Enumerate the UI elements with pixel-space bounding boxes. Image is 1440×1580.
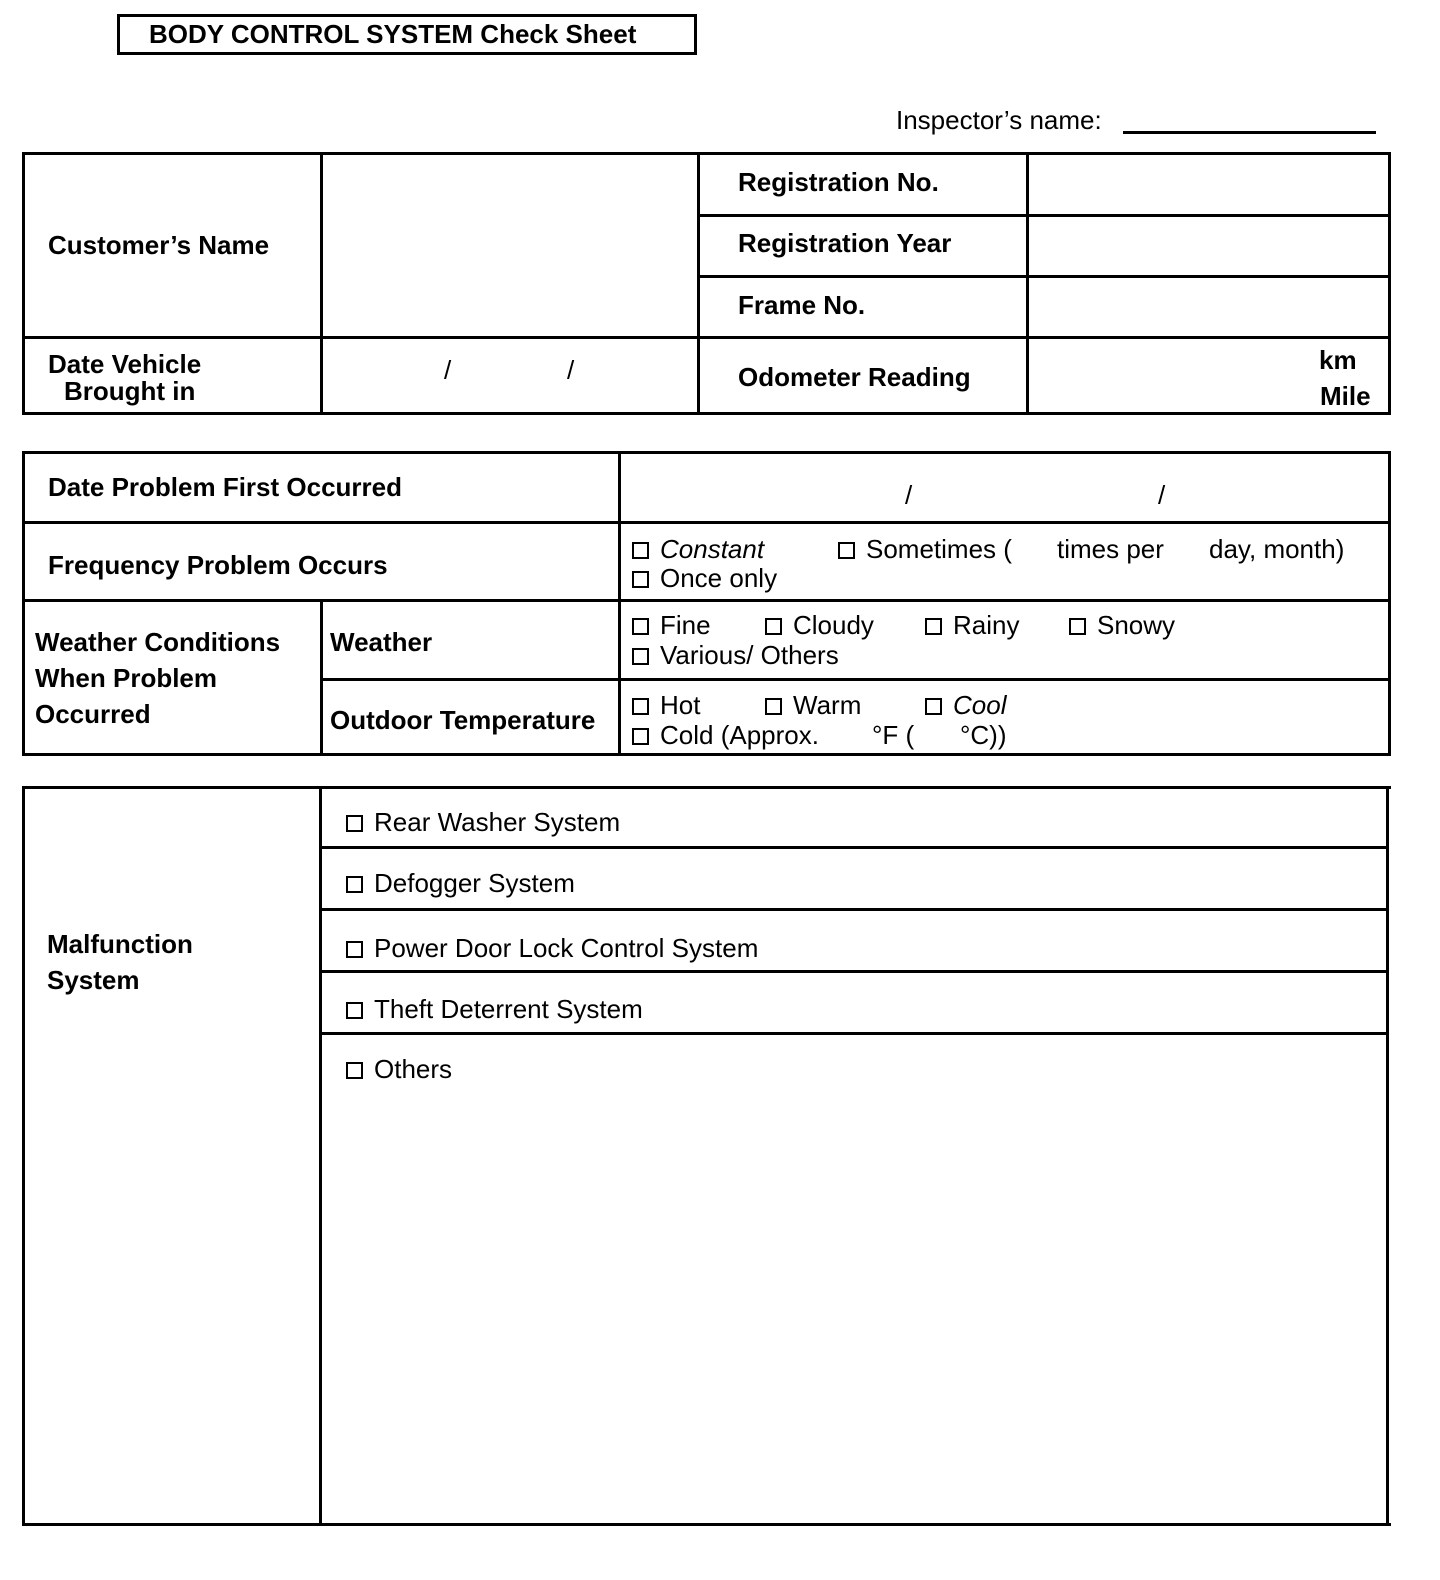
option-cold[interactable]: Cold (Approx. (632, 720, 819, 751)
checkbox[interactable] (925, 618, 942, 635)
option-others[interactable]: Others (346, 1054, 452, 1085)
date-vehicle-field[interactable] (323, 339, 697, 412)
customer-name-label: Customer’s Name (48, 230, 270, 260)
checkbox[interactable] (1069, 618, 1086, 635)
option-hot[interactable]: Hot (632, 690, 700, 721)
checkbox[interactable] (632, 648, 649, 665)
weather-conditions-label: Weather Conditions When Problem Occurred (35, 627, 281, 729)
others-description-area[interactable] (322, 1090, 1386, 1520)
weather-label: Weather (330, 627, 433, 657)
date-first-occurred-label: Date Problem First Occurred (48, 472, 402, 502)
degree-c-text: °C)) (960, 720, 1007, 750)
option-power-door-lock-control-system[interactable]: Power Door Lock Control System (346, 933, 758, 964)
checkbox[interactable] (632, 542, 649, 559)
checkbox[interactable] (838, 542, 855, 559)
checkbox[interactable] (632, 728, 649, 745)
option-various-others[interactable]: Various/ Others (632, 640, 839, 671)
option-once-only[interactable]: Once only (632, 563, 777, 594)
date-separator: / (444, 355, 452, 385)
date-separator: / (905, 480, 913, 510)
option-constant[interactable]: Constant (632, 534, 764, 565)
option-cloudy[interactable]: Cloudy (765, 610, 874, 641)
option-rainy[interactable]: Rainy (925, 610, 1019, 641)
option-warm[interactable]: Warm (765, 690, 861, 721)
odometer-field[interactable] (1029, 339, 1388, 412)
date-vehicle-label-line2: Brought in (64, 376, 196, 406)
option-snowy[interactable]: Snowy (1069, 610, 1175, 641)
option-sometimes[interactable]: Sometimes ( (838, 534, 1012, 565)
odometer-label: Odometer Reading (738, 362, 971, 392)
unit-km: km (1319, 345, 1357, 375)
option-defogger-system[interactable]: Defogger System (346, 868, 575, 899)
checkbox[interactable] (346, 1062, 363, 1079)
option-cool[interactable]: Cool (925, 690, 1006, 721)
inspector-name-label: Inspector’s name: (896, 105, 1102, 135)
checkbox[interactable] (346, 1002, 363, 1019)
date-vehicle-label-line1: Date Vehicle (48, 349, 202, 379)
checkbox[interactable] (765, 618, 782, 635)
times-per-text: times per (1057, 534, 1164, 564)
checkbox[interactable] (632, 618, 649, 635)
inspector-name-field[interactable] (1123, 131, 1376, 134)
date-first-occurred-field[interactable] (621, 454, 1388, 521)
option-rear-washer-system[interactable]: Rear Washer System (346, 807, 620, 838)
option-fine[interactable]: Fine (632, 610, 711, 641)
checkbox[interactable] (765, 698, 782, 715)
day-month-text: day, month) (1209, 534, 1345, 564)
outdoor-temperature-label: Outdoor Temperature (330, 705, 596, 735)
registration-year-label: Registration Year (738, 228, 952, 258)
date-separator: / (1158, 480, 1166, 510)
page-title: BODY CONTROL SYSTEM Check Sheet (117, 14, 697, 55)
option-theft-deterrent-system[interactable]: Theft Deterrent System (346, 994, 643, 1025)
frequency-label: Frequency Problem Occurs (48, 550, 388, 580)
frame-no-field[interactable] (1029, 278, 1388, 336)
checkbox[interactable] (632, 698, 649, 715)
registration-no-field[interactable] (1029, 155, 1388, 214)
malfunction-system-label: Malfunction System (47, 929, 193, 995)
registration-year-field[interactable] (1029, 217, 1388, 275)
checkbox[interactable] (346, 876, 363, 893)
checkbox[interactable] (632, 571, 649, 588)
registration-no-label: Registration No. (738, 167, 939, 197)
checkbox[interactable] (925, 698, 942, 715)
customer-name-field[interactable] (323, 155, 697, 336)
degree-f-text: °F ( (872, 720, 915, 750)
checkbox[interactable] (346, 941, 363, 958)
unit-mile: Mile (1320, 381, 1371, 411)
frame-no-label: Frame No. (738, 290, 866, 320)
checkbox[interactable] (346, 815, 363, 832)
date-separator: / (567, 355, 575, 385)
